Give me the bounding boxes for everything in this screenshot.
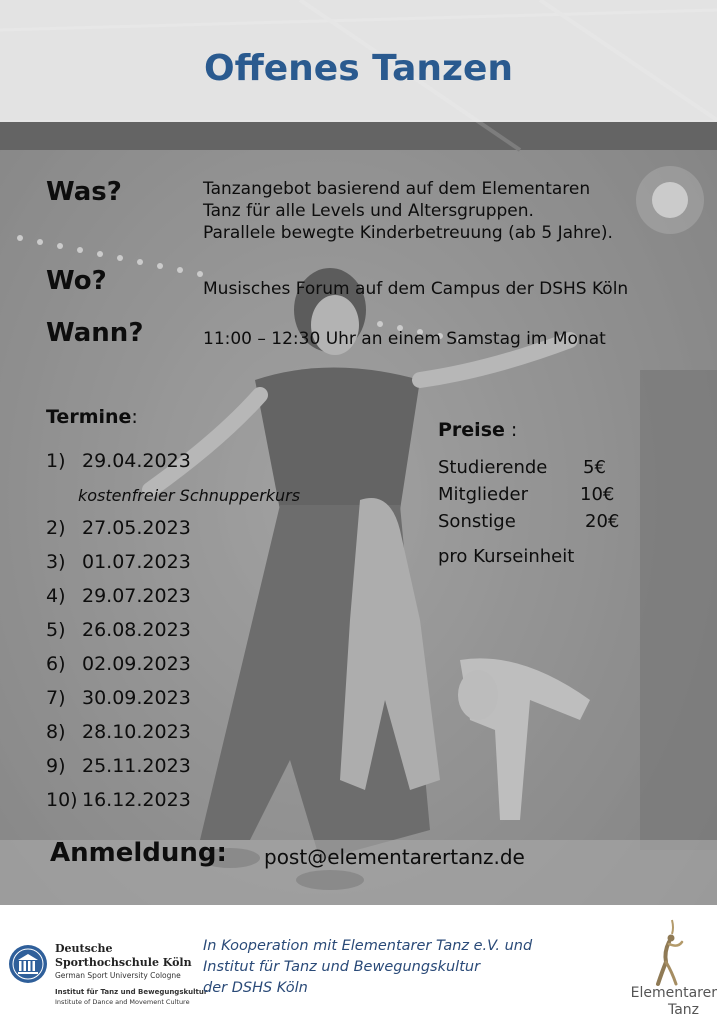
was-line: Tanzangebot basierend auf dem Elementaren	[203, 179, 591, 199]
price-amount: 10€	[580, 484, 615, 505]
cooperation-line: In Kooperation mit Elementarer Tanz e.V. und	[203, 938, 533, 954]
date-value: 30.09.2023	[82, 687, 191, 709]
dshs-logo	[8, 940, 208, 1010]
price-label: Studierende	[438, 457, 548, 478]
termine-heading-text: Termine	[46, 406, 132, 428]
termine-heading	[46, 406, 138, 428]
date-value: 28.10.2023	[82, 721, 191, 743]
university-seal-icon	[8, 944, 48, 984]
date-value: 16.12.2023	[82, 789, 191, 811]
date-number: 7)	[46, 687, 66, 709]
date-value: 29.04.2023	[82, 450, 191, 472]
termine-heading-colon: :	[131, 406, 138, 428]
elementarer-tanz-dancer-icon	[650, 918, 690, 988]
cooperation-line: Institut für Tanz und Bewegungskultur	[203, 959, 481, 975]
cooperation-text	[203, 936, 532, 999]
wo-line: Musisches Forum auf dem Campus der DSHS Köln	[203, 279, 629, 299]
price-unit: pro Kurseinheit	[438, 546, 575, 567]
price-amount: 5€	[583, 457, 606, 478]
price-row	[438, 511, 620, 532]
date-item	[46, 653, 191, 675]
wann-line: 11:00 – 12:30 Uhr an einem Samstag im Monat	[203, 329, 606, 349]
registration-label: Anmeldung:	[50, 838, 227, 868]
date-item	[46, 687, 191, 709]
date-number: 8)	[46, 721, 66, 743]
date-number: 9)	[46, 755, 66, 777]
date-value: 02.09.2023	[82, 653, 191, 675]
date-item	[46, 721, 191, 743]
date-value: 25.11.2023	[82, 755, 191, 777]
wo-text	[203, 278, 628, 300]
date-number: 3)	[46, 551, 66, 573]
date-number: 4)	[46, 585, 66, 607]
date-item	[46, 585, 191, 607]
elementarer-tanz-name: Elementarer	[630, 985, 717, 1001]
price-row	[438, 484, 615, 505]
price-label: Mitglieder	[438, 484, 528, 505]
date-item	[46, 450, 191, 472]
date-value: 01.07.2023	[82, 551, 191, 573]
date-value: 27.05.2023	[82, 517, 191, 539]
price-label: Sonstige	[438, 511, 516, 532]
date-number: 1)	[46, 450, 66, 472]
preise-heading-colon: :	[504, 419, 518, 441]
date-item	[46, 789, 191, 811]
price-row	[438, 457, 606, 478]
dshs-name-line2: Sporthochschule Köln	[55, 956, 192, 969]
date-item	[46, 517, 191, 539]
was-text	[203, 178, 613, 244]
date-number: 10)	[46, 789, 78, 811]
dshs-institute-english: Institute of Dance and Movement Culture	[55, 998, 190, 1006]
wo-label: Wo?	[46, 266, 107, 296]
cooperation-line: der DSHS Köln	[203, 980, 308, 996]
was-label: Was?	[46, 177, 122, 207]
date-number: 6)	[46, 653, 66, 675]
page-title: Offenes Tanzen	[203, 48, 514, 89]
preise-heading	[438, 419, 517, 441]
dshs-institute: Institut für Tanz und Bewegungskultur	[55, 988, 208, 996]
dshs-name-line1: Deutsche	[55, 942, 113, 955]
date-item	[46, 755, 191, 777]
was-line: Tanz für alle Levels und Altersgruppen.	[203, 201, 534, 221]
date-item	[46, 551, 191, 573]
registration-email[interactable]: post@elementarertanz.de	[264, 845, 525, 869]
wann-label: Wann?	[46, 318, 144, 348]
date-number: 5)	[46, 619, 66, 641]
was-line: Parallele bewegte Kinderbetreuung (ab 5 Jahre).	[203, 223, 613, 243]
date-value: 29.07.2023	[82, 585, 191, 607]
date-number: 2)	[46, 517, 66, 539]
wann-text	[203, 328, 606, 350]
price-amount: 20€	[585, 511, 620, 532]
preise-heading-text: Preise	[438, 419, 505, 441]
date-value: 26.08.2023	[82, 619, 191, 641]
elementarer-tanz-sub: Tanz	[667, 1002, 699, 1018]
date-item	[46, 619, 191, 641]
dshs-name-english: German Sport University Cologne	[55, 971, 181, 980]
trial-course-note: kostenfreier Schnupperkurs	[78, 486, 301, 505]
